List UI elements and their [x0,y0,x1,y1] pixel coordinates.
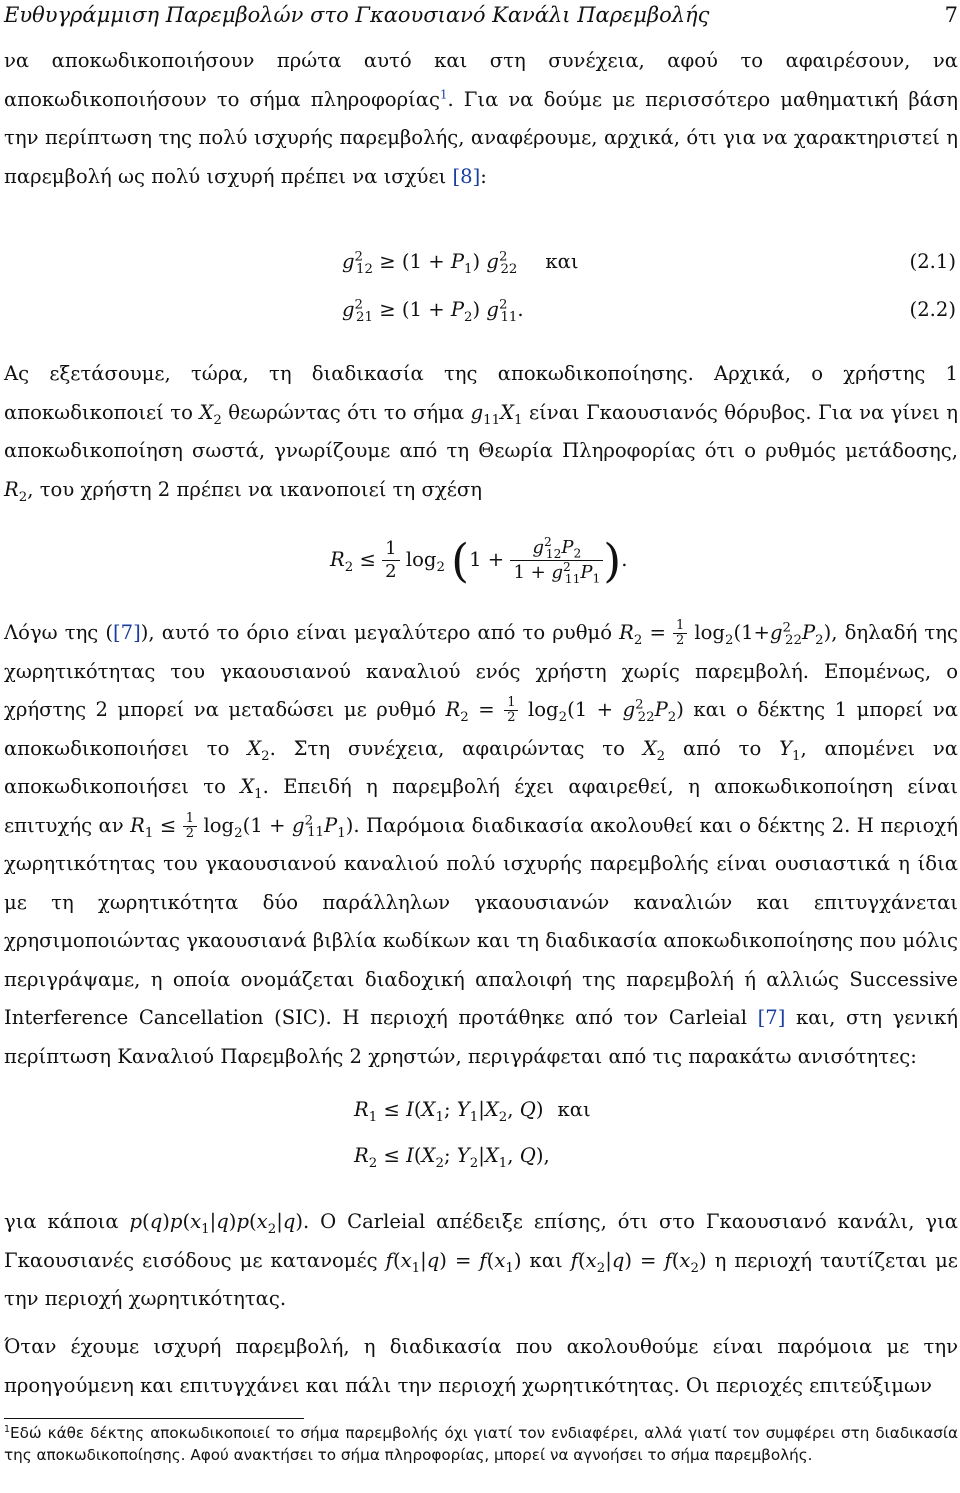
paragraph-2-text-2: θεωρώντας ότι το σήμα [221,400,471,424]
paragraph-2-text-4: , του χρήστη 2 πρέπει να ικανοποιεί τη σχέση [27,477,482,501]
equation-number-2-2: (2.2) [909,298,956,321]
paragraph-4-text-3: και [521,1248,571,1272]
paragraph-4-text-4: η περιοχή ταυτίζεται με την περιοχή χωρητικότητας. [4,1248,958,1310]
paragraph-1-text-c: : [480,164,487,188]
equation-region-r1-body: $R_1 \le I(X_1$; $Y_1|X_2$, Q) και [354,1098,591,1125]
footnote-mark[interactable]: 1 [440,86,448,101]
footnote [4,1422,958,1466]
paragraph-3-text-10: και, στη γενική περίπτωση Καναλιού Παρεμβολής 2 χρηστών, περιγράφεται από τις παρακάτω ανισότητες: [4,1006,959,1068]
equation-number-2-1: (2.1) [909,250,956,273]
paragraph-3-text-4: και ο δέκτης 1 μπορεί να αποκωδικοποιήσει το [4,698,958,760]
paragraph-5 [4,1328,958,1405]
page-number: 7 [944,3,958,27]
equation-ref-2-1[interactable]: [7] [113,621,141,644]
paragraph-3-text-6: από το [665,736,780,760]
paragraph-4-text-1: για κάποια [4,1210,130,1233]
paragraph-1-text-b: . Για να δούμε με περισσότερο μαθηματική βάση την περίπτωση της πολύ ισχυρής παρεμβολής, αναφέρουμε, αρχικά, ότι για να χαρακτηριστεί η παρεμβολή ως πολύ ισχυρή πρέπει να ισχύει [4,87,958,188]
paragraph-5-text: Όταν έχουμε ισχυρή παρεμβολή, η διαδικασία που ακολουθούμε είναι παρόμοια με την προηγούμενη και επιτυγχάνει και πάλι την περιοχή χωρητικότητας. Οι περιοχές επιτεύξιμων [4,1335,958,1397]
running-header [4,2,958,28]
equation-region-r1 [4,1092,958,1128]
equation-2-1-body: $g^2_{12} \ge (1 + P_1)$ $g^2_{22}$ και [342,249,579,277]
paragraph-3-text-3: , δηλαδή της χωρητικότητας του γκαουσιανού καναλιού ενός χρήστη χωρίς παρεμβολή. Επομένως, ο χρήστης 2 μπορεί να μεταδώσει με ρυθμό [4,621,958,721]
equation-region-r2-body: $R_2 \le I(X_2$; $Y_2|X_1$, Q), [354,1144,550,1171]
equation-2-2-body: $g^2_{21} \ge (1 + P_2)$ $g^2_{11}$. [342,297,524,325]
paragraph-2: Ας εξετάσουμε, τώρα, τη διαδικασία της αποκωδικοποίησης. Αρχικά, ο χρήστης 1 αποκωδικοποιεί το $X_2$ θεωρώντας ότι το σήμα $g_{11}X_1$ είναι Γκαουσιανός θόρυβος. Για να γίνει η αποκωδικοποίηση σωστά, γνωρίζουμε από τη Θεωρία Πληροφορίας ότι ο ρυθμός μετάδοσης, $R_2$, του χρήστη 2 πρέπει να ικανοποιεί τη σχέση [4,362,959,505]
paragraph-3-text-8: . Επειδή η παρεμβολή έχει αφαιρεθεί, η αποκωδικοποίηση είναι επιτυχής αν [4,775,958,837]
paragraph-3: Λόγω της ([7]), αυτό το όριο είναι μεγαλύτερο από το ρυθμό $R_2$ = $\frac{1}{2}$ $\log_2(1+g^2_{22}P_2)$, δηλαδή της χωρητικότητας του γκαουσιανού καναλιού ενός χρήστη χωρίς παρεμβολή. Επομένως, ο χρήστης 2 μπορεί να μεταδώσει με ρυθμό $R_2$ = $\frac{1}{2}$ $\log_2(1 + g^2_{22}P_2)$ και ο δέκτης 1 μπορεί να αποκωδικοποιήσει το $X_2$. Στη συνέχεια, αφαιρώντας το $X_2$ από το $Y_1$, απομένει να αποκωδικοποιήσει το $X_1$. Επειδή η παρεμβολή έχει αφαιρεθεί, η αποκωδικοποίηση είναι επιτυχής αν $R_1$ ≤ $\frac{1}{2}$ $\log_2(1 + g^2_{11}P_1)$. Παρόμοια διαδικασία ακολουθεί και ο δέκτης 2. Η περιοχή χωρητικότητας του γκαουσιανού καναλιού πολύ ισχυρής παρεμβολής είναι ουσιαστικά η ίδια με τη χωρητικότητα δύο παράλληλων γκαουσιανών καναλιών και επιτυγχάνεται χρησιμοποιώντας γκαουσιανά βιβλία κωδίκων και τη διαδικασία αποκωδικοποίησης που μόλις περιγράψαμε, η οποία ονομάζεται διαδοχική απαλοιφή της παρεμβολή ή αλλιώς Successive Interference Cancellation (SIC). Η περιοχή προτάθηκε από τον Carleial [7] και, στη γενική περίπτωση Καναλιού Παρεμβολής 2 χρηστών, περιγράφεται από τις παρακάτω ανισότητες: [4,618,959,1068]
paragraph-3-text-1: Λόγω της ( [4,621,114,644]
region-eq-kai: και [557,1098,591,1121]
paragraph-2-text-1: Ας εξετάσουμε, τώρα, τη διαδικασία της αποκωδικοποίησης. Αρχικά, ο χρήστης 1 αποκωδικοποιεί το [4,362,958,424]
equation-region-r2 [4,1138,958,1174]
equation-r2-bound [4,527,958,593]
paragraph-2-text-3: είναι Γκαουσιανός θόρυβος. Για να γίνει η αποκωδικοποίηση σωστά, γνωρίζουμε από τη Θεωρία Πληροφορίας ότι ο ρυθμός μετάδοσης, [4,400,959,462]
header-title: Ευθυγράμμιση Παρεμβολών στο Γκαουσιανό Κανάλι Παρεμβολής [4,3,710,27]
footnote-number: 1 [4,1423,10,1435]
equation-2-2 [4,292,958,328]
paragraph-4: για κάποια $p(q)p(x_1|q)p(x_2|q)$. Ο Carleial απέδειξε επίσης, ότι στο Γκαουσιανό κανάλι, για Γκαουσιανές εισόδους με κατανομές $f(x_1|q) = f(x_1)$ και $f(x_2|q) = f(x_2)$ η περιοχή ταυτίζεται με την περιοχή χωρητικότητας. [4,1210,958,1310]
equation-2-1 [4,244,958,280]
citation-link-8[interactable]: [8] [452,164,481,188]
paragraph-4-text-2: . Ο Carleial απέδειξε επίσης, ότι στο Γκαουσιανό κανάλι, για Γκαουσιανές εισόδους με κατανομές [4,1210,958,1272]
paragraph-3-text-5: . Στη συνέχεια, αφαιρώντας το [269,736,643,760]
citation-link-7[interactable]: [7] [757,1006,786,1029]
paragraph-3-text-2: ), αυτό το όριο είναι μεγαλύτερο από το ρυθμό [140,621,620,644]
paragraph-3-text-9: . Παρόμοια διαδικασία ακολουθεί και ο δέκτης 2. Η περιοχή χωρητικότητας του γκαουσιανού καναλιού πολύ ισχυρής παρεμβολής είναι ουσιαστικά η ίδια με τη χωρητικότητα δύο παράλληλων γκαουσιανών καναλιών και επιτυγχάνεται χρησιμοποιώντας γκαουσιανά βιβλία κωδίκων και τη διαδικασία αποκωδικοποίησης που μόλις περιγράψαμε, η οποία ονομάζεται διαδοχική απαλοιφή της παρεμβολή ή αλλιώς Successive Interference Cancellation (SIC). Η περιοχή προτάθηκε από τον Carleial [4,813,958,1029]
equation-2-1-kai: και [545,250,579,273]
paragraph-1-text-a: να αποκωδικοποιήσουν πρώτα αυτό και στη συνέχεια, αφού το αφαιρέσουν, να αποκωδικοποιήσουν το σήμα πληροφορίας [4,49,958,111]
footnote-rule [4,1418,304,1419]
paragraph-1 [4,42,958,196]
equation-r2-bound-body: $R_2$ ≤ $\frac{1}{2}$ $\log_2 (1$ + $\frac{g^2_{12}P_2}{1 + g^2_{11}P_1}$ ). [330,533,628,588]
paragraph-3-text-7: , απομένει να αποκωδικοποιήσει το [4,736,958,798]
footnote-text: Εδώ κάθε δέκτης αποκωδικοποιεί το σήμα παρεμβολής όχι γιατί τον ενδιαφέρει, αλλά γιατί τον συμφέρει στη διαδικασία της αποκωδικοποίησης. Αφού ανακτήσει το σήμα πληροφορίας, μπορεί να αγνοήσει το σήμα παρεμβολής. [4,1424,958,1464]
